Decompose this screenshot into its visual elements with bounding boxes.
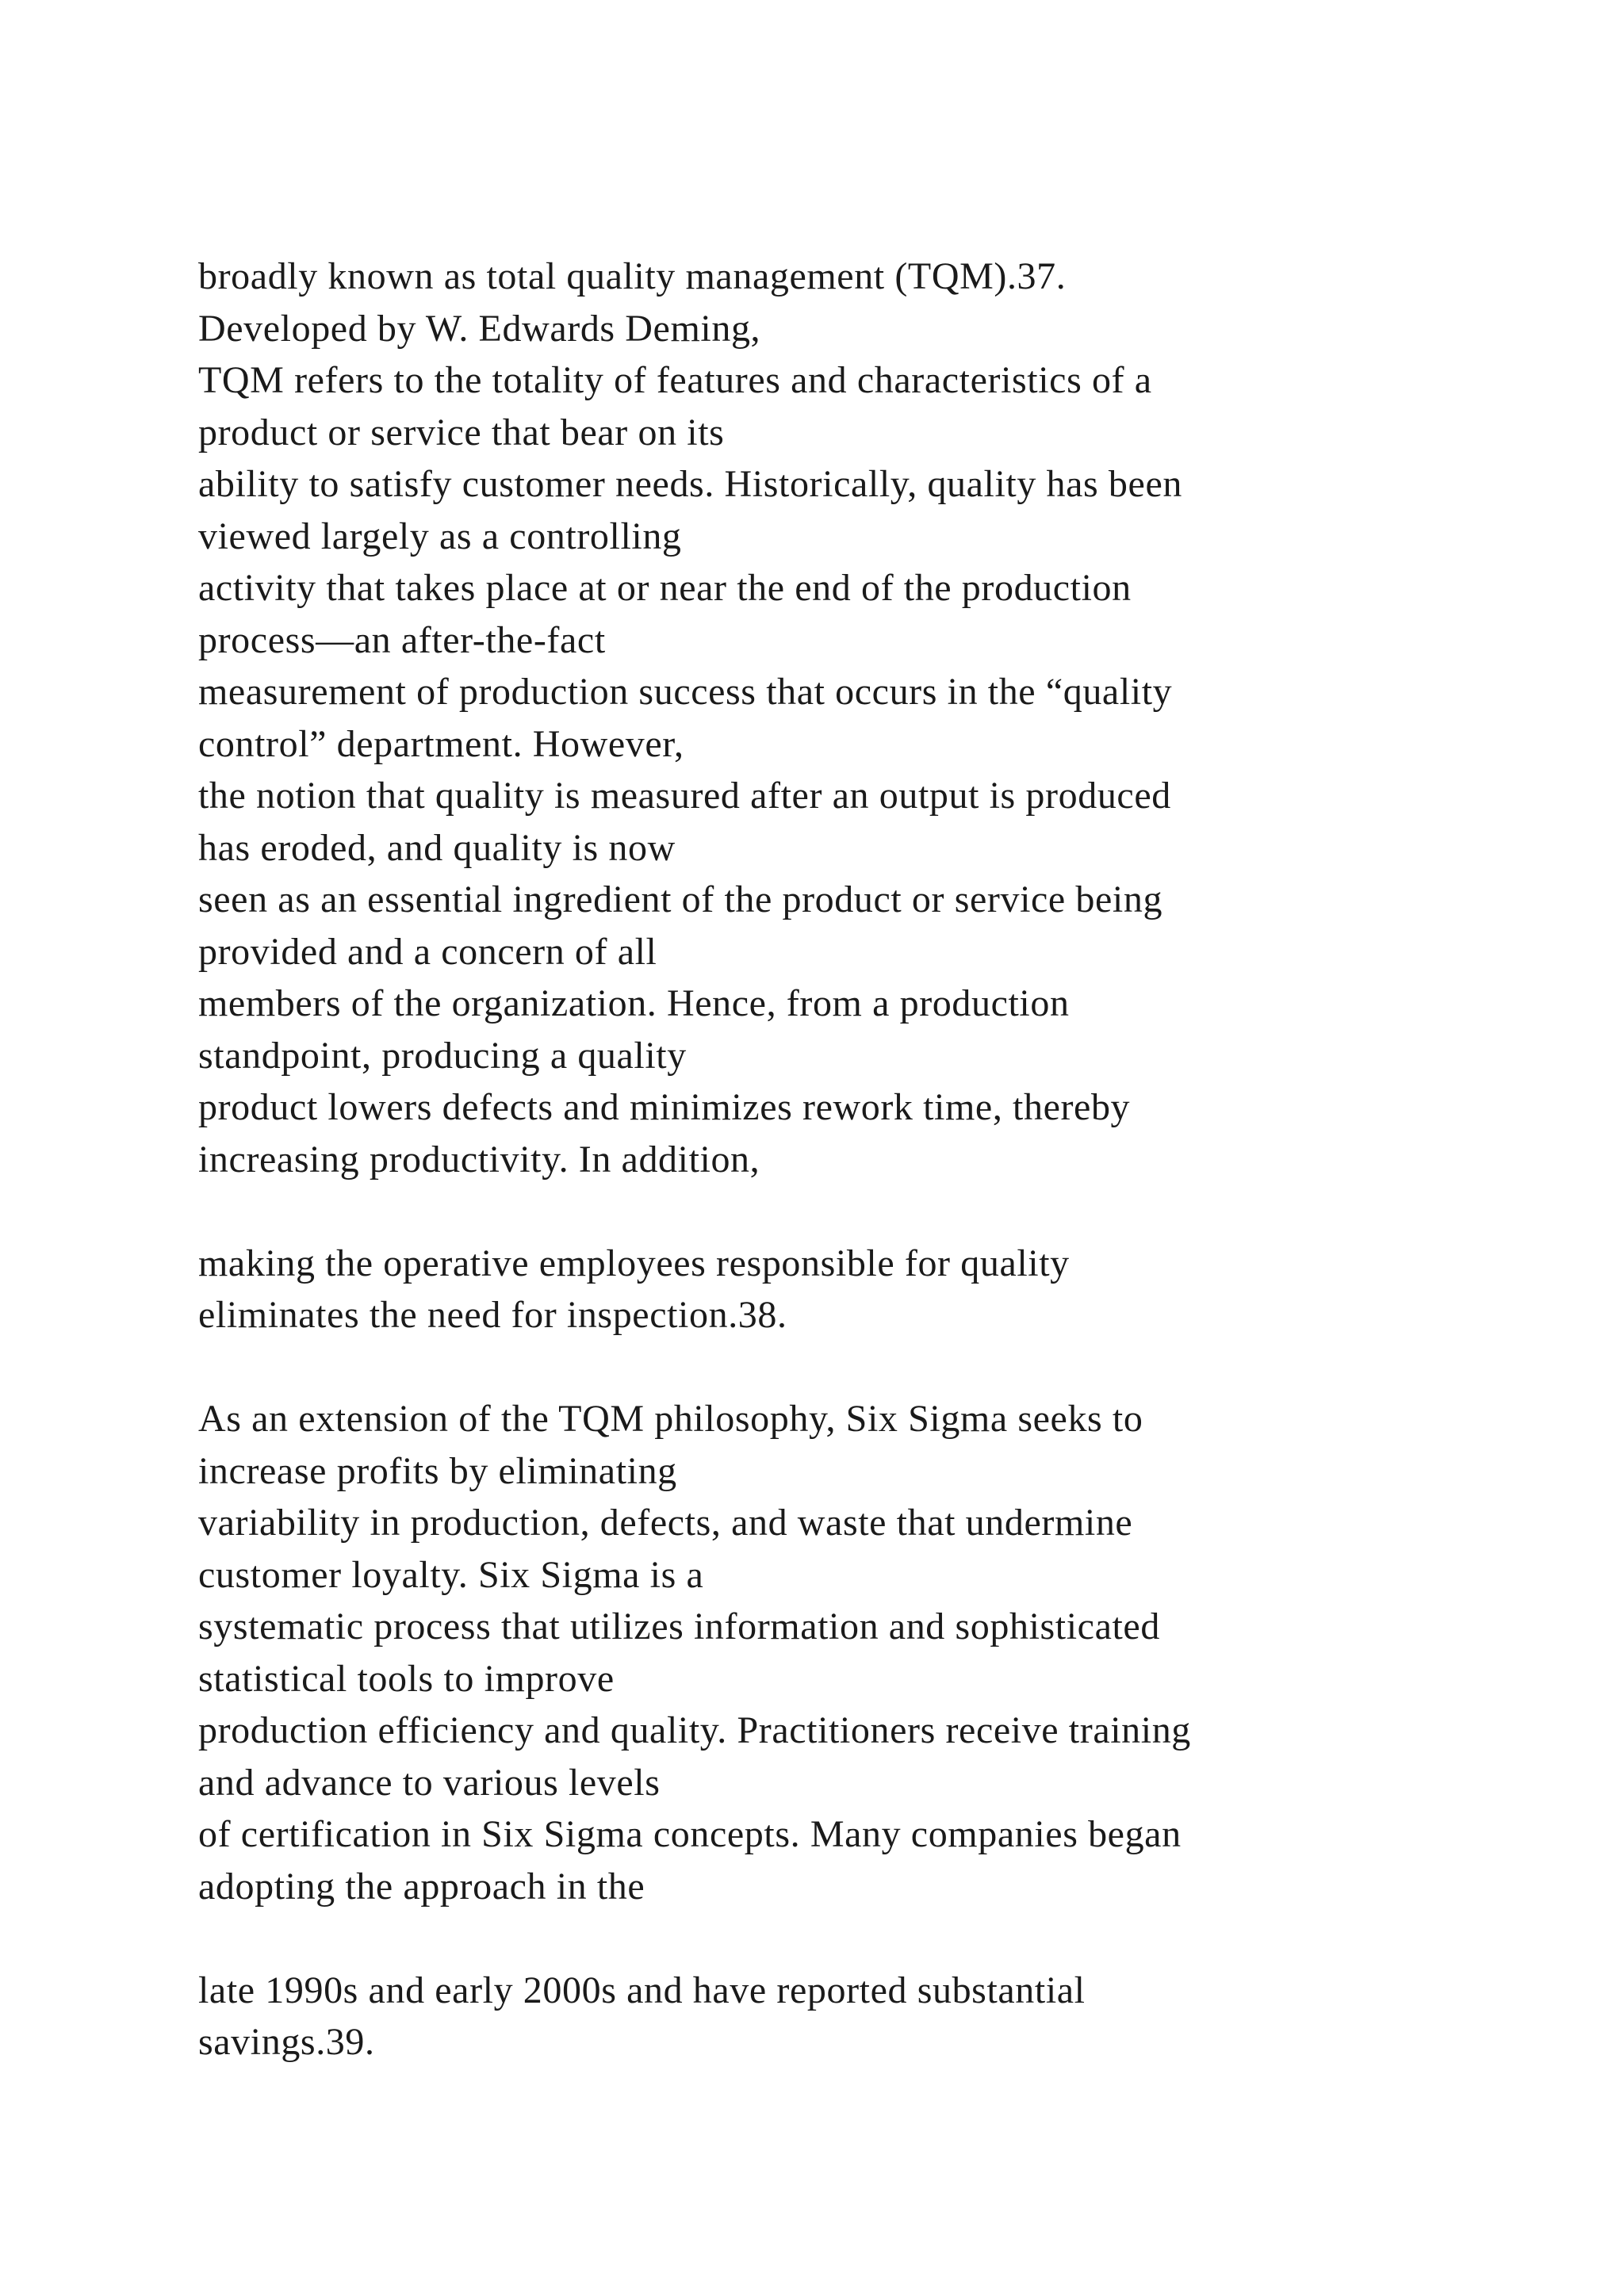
text-line: making the operative employees responsible for quality [198, 1242, 1070, 1284]
text-line: Developed by W. Edwards Deming, [198, 307, 761, 350]
paragraph-six-sigma [198, 1393, 1546, 1912]
text-line: ability to satisfy customer needs. Historically, quality has been [198, 463, 1182, 505]
text-line: systematic process that utilizes information and sophisticated [198, 1605, 1160, 1647]
text-line: increase profits by eliminating [198, 1449, 677, 1492]
paragraph-gap [198, 1341, 1546, 1394]
text-line: seen as an essential ingredient of the product or service being [198, 878, 1163, 920]
text-line: measurement of production success that occurs in the “quality [198, 671, 1173, 713]
text-line: process—an after-the-fact [198, 618, 606, 661]
text-line: broadly known as total quality management (TQM).37. [198, 255, 1067, 297]
paragraph-gap [198, 1912, 1546, 1965]
document-body [198, 251, 1546, 2068]
text-line: product or service that bear on its [198, 411, 725, 453]
text-line: and advance to various levels [198, 1761, 661, 1804]
text-line: provided and a concern of all [198, 930, 657, 973]
text-line: TQM refers to the totality of features and characteristics of a [198, 359, 1152, 401]
paragraph-savings [198, 1965, 1546, 2068]
text-line: variability in production, defects, and waste that undermine [198, 1502, 1133, 1544]
text-line: savings.39. [198, 2021, 375, 2063]
paragraph-inspection [198, 1238, 1546, 1341]
text-line: has eroded, and quality is now [198, 826, 676, 869]
text-line: As an extension of the TQM philosophy, Six Sigma seeks to [198, 1398, 1143, 1440]
text-line: viewed largely as a controlling [198, 515, 682, 557]
text-line: statistical tools to improve [198, 1657, 615, 1700]
text-line: control” department. However, [198, 722, 684, 765]
text-line: the notion that quality is measured after an output is produced [198, 775, 1171, 817]
text-line: standpoint, producing a quality [198, 1034, 687, 1077]
paragraph-gap [198, 1185, 1546, 1238]
text-line: production efficiency and quality. Practitioners receive training [198, 1709, 1191, 1751]
text-line: late 1990s and early 2000s and have reported substantial [198, 1969, 1086, 2011]
text-line: eliminates the need for inspection.38. [198, 1294, 787, 1336]
paragraph-tqm [198, 251, 1546, 1185]
text-line: activity that takes place at or near the end of the production [198, 567, 1132, 609]
text-line: of certification in Six Sigma concepts. Many companies began [198, 1813, 1182, 1855]
text-line: customer loyalty. Six Sigma is a [198, 1553, 704, 1596]
text-line: product lowers defects and minimizes rework time, thereby [198, 1086, 1131, 1128]
text-line: increasing productivity. In addition, [198, 1138, 760, 1181]
text-line: adopting the approach in the [198, 1865, 645, 1908]
text-line: members of the organization. Hence, from a production [198, 982, 1070, 1024]
